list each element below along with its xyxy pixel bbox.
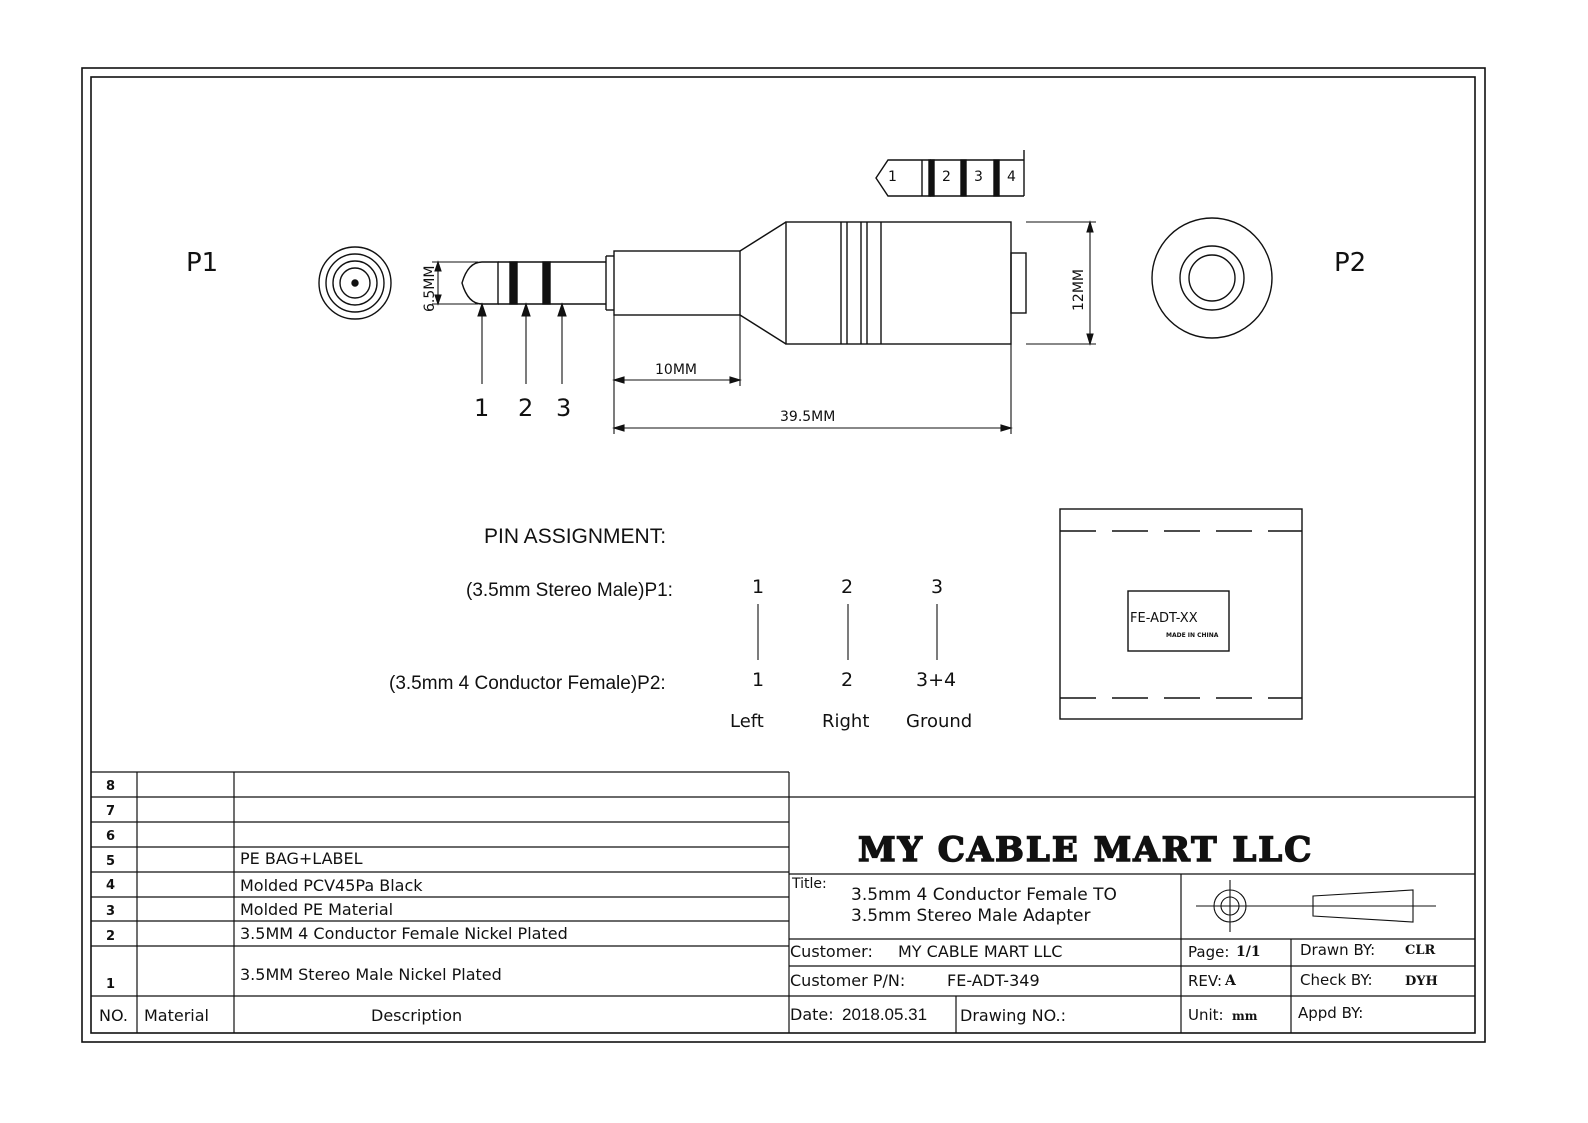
title-line-2: 3.5mm Stereo Male Adapter xyxy=(851,906,1091,926)
p2-pin-1: 1 xyxy=(752,669,765,691)
drawn-by-value: CLR xyxy=(1405,943,1436,958)
signal-left: Left xyxy=(730,711,764,732)
bom-header-material: Material xyxy=(144,1006,209,1025)
p2-pin-3-4: 3+4 xyxy=(916,669,957,691)
signal-right: Right xyxy=(822,711,870,732)
sticker-origin: MADE IN CHINA xyxy=(1166,632,1219,639)
unit-label: Unit: xyxy=(1188,1006,1224,1024)
bom-row-6-no: 6 xyxy=(106,829,116,844)
date-value: 2018.05.31 xyxy=(842,1005,928,1024)
pointer-1: 1 xyxy=(474,394,490,422)
bom-row-7-no: 7 xyxy=(106,804,116,819)
bom-row-1-description: 3.5MM Stereo Male Nickel Plated xyxy=(240,965,502,984)
page-value: 1/1 xyxy=(1236,944,1261,960)
dimension-12mm: 12MM xyxy=(1071,269,1087,311)
p1-label: P1 xyxy=(186,248,219,278)
appd-by-label: Appd BY: xyxy=(1298,1004,1364,1022)
signal-ground: Ground xyxy=(906,711,973,732)
bom-row-2-no: 2 xyxy=(106,929,116,944)
pointer-2: 2 xyxy=(518,394,534,422)
p2-pin-2: 2 xyxy=(841,669,854,691)
outer-border xyxy=(82,68,1485,1042)
unit-value: mm xyxy=(1232,1009,1258,1023)
bom-row-2-description: 3.5MM 4 Conductor Female Nickel Plated xyxy=(240,924,568,943)
date-label: Date: xyxy=(790,1005,834,1024)
dimension-6-5mm: 6.5MM xyxy=(422,265,438,312)
dimension-10mm: 10MM xyxy=(655,362,697,378)
check-by-label: Check BY: xyxy=(1300,971,1373,989)
pointer-3: 3 xyxy=(556,394,572,422)
title-line-1: 3.5mm 4 Conductor Female TO xyxy=(851,885,1117,905)
bom-row-4-no: 4 xyxy=(106,878,116,893)
trrs-ring-4: 4 xyxy=(1007,169,1016,185)
p1-pin-2: 2 xyxy=(841,576,854,598)
page-label: Page: xyxy=(1188,943,1230,961)
sticker-part-number: FE-ADT-XX xyxy=(1130,611,1198,626)
projection-symbol xyxy=(1196,880,1436,932)
check-by-value: DYH xyxy=(1405,974,1438,989)
drawing-no-label: Drawing NO.: xyxy=(960,1006,1067,1025)
p1-connector-label: (3.5mm Stereo Male)P1: xyxy=(466,580,673,601)
p2-end-view xyxy=(1152,218,1272,338)
bom-header-no: NO. xyxy=(99,1006,128,1025)
p1-end-view xyxy=(319,247,391,319)
trrs-ring-3: 3 xyxy=(974,169,983,185)
dimension-39-5mm: 39.5MM xyxy=(780,409,836,425)
drawn-by-label: Drawn BY: xyxy=(1300,941,1376,959)
bom-row-5-description: PE BAG+LABEL xyxy=(240,849,363,868)
bom-row-4-description: Molded PCV45Pa Black xyxy=(240,876,423,895)
p1-pin-1: 1 xyxy=(752,576,765,598)
bom-table-grid xyxy=(91,772,789,1033)
adapter-side-view xyxy=(462,222,1026,344)
rev-label: REV: xyxy=(1188,972,1222,990)
customer-label: Customer: xyxy=(790,942,873,961)
bom-row-8-no: 8 xyxy=(106,779,116,794)
rev-value: A xyxy=(1225,973,1236,989)
bom-row-3-description: Molded PE Material xyxy=(240,900,394,919)
customer-pn-value: FE-ADT-349 xyxy=(947,971,1040,990)
bom-header-description: Description xyxy=(371,1006,463,1025)
bom-row-3-no: 3 xyxy=(106,904,116,919)
bom-row-5-no: 5 xyxy=(106,854,116,869)
customer-pn-label: Customer P/N: xyxy=(790,971,906,990)
trrs-ring-1: 1 xyxy=(888,169,897,185)
company-name: MY CABLE MART LLC xyxy=(858,830,1314,870)
title-label: Title: xyxy=(792,876,827,892)
pin-connector-lines xyxy=(758,604,937,660)
customer-value: MY CABLE MART LLC xyxy=(898,942,1063,961)
p2-label: P2 xyxy=(1334,248,1367,278)
pin-assignment-heading: PIN ASSIGNMENT: xyxy=(484,525,667,548)
p2-connector-label: (3.5mm 4 Conductor Female)P2: xyxy=(389,673,666,694)
p1-pin-3: 3 xyxy=(931,576,944,598)
bom-row-1-no: 1 xyxy=(106,977,116,992)
trrs-ring-2: 2 xyxy=(942,169,951,185)
